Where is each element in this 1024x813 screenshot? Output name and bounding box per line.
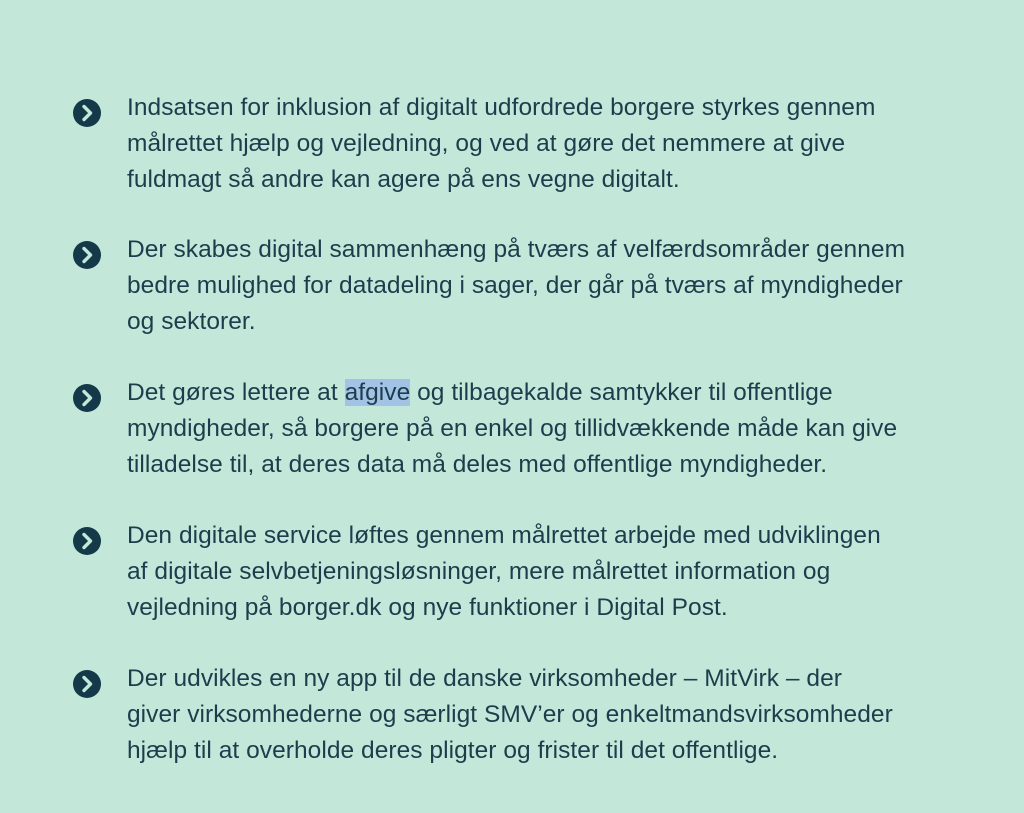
text-line: hjælp til at overholde deres pligter og frister til det offentlige. (127, 737, 779, 764)
text-line: Der udvikles en ny app til de danske virksomheder – MitVirk – der (127, 665, 842, 692)
list-item-text (127, 90, 977, 198)
list-item-text (127, 232, 977, 340)
chevron-right-circle-icon (72, 383, 102, 413)
text-line: Der skabes digital sammenhæng på tværs af velfærdsområder gennem (127, 236, 906, 263)
text-segment: Det gøres lettere at (127, 379, 345, 406)
chevron-right-circle-icon (72, 98, 102, 128)
chevron-right-circle-icon (72, 526, 102, 556)
chevron-right-circle-icon (72, 240, 102, 270)
selected-text-highlight[interactable]: afgive (344, 379, 411, 406)
text-line: Indsatsen for inklusion af digitalt udfordrede borgere styrkes gennem (127, 94, 876, 121)
list-item-text (127, 375, 977, 483)
chevron-right-circle-icon (72, 669, 102, 699)
list-item-text (127, 518, 977, 626)
text-line: giver virksomhederne og særligt SMV’er og enkeltmandsvirksomheder (127, 701, 893, 728)
text-line: målrettet hjælp og vejledning, og ved at gøre det nemmere at give (127, 130, 846, 157)
text-line: fuldmagt så andre kan agere på ens vegne digitalt. (127, 166, 680, 193)
text-line: Den digitale service løftes gennem målrettet arbejde med udviklingen (127, 522, 881, 549)
list-item-text (127, 661, 977, 769)
text-line: vejledning på borger.dk og nye funktioner i Digital Post. (127, 594, 728, 621)
text-segment: og tilbagekalde samtykker til offentlige (410, 379, 833, 406)
text-line (127, 379, 833, 406)
text-line: af digitale selvbetjeningsløsninger, mere målrettet information og (127, 558, 831, 585)
text-line: og sektorer. (127, 308, 256, 335)
text-line: tilladelse til, at deres data må deles med offentlige myndigheder. (127, 451, 828, 478)
text-line: myndigheder, så borgere på en enkel og tillidvækkende måde kan give (127, 415, 898, 442)
text-line: bedre mulighed for datadeling i sager, der går på tværs af myndigheder (127, 272, 903, 299)
